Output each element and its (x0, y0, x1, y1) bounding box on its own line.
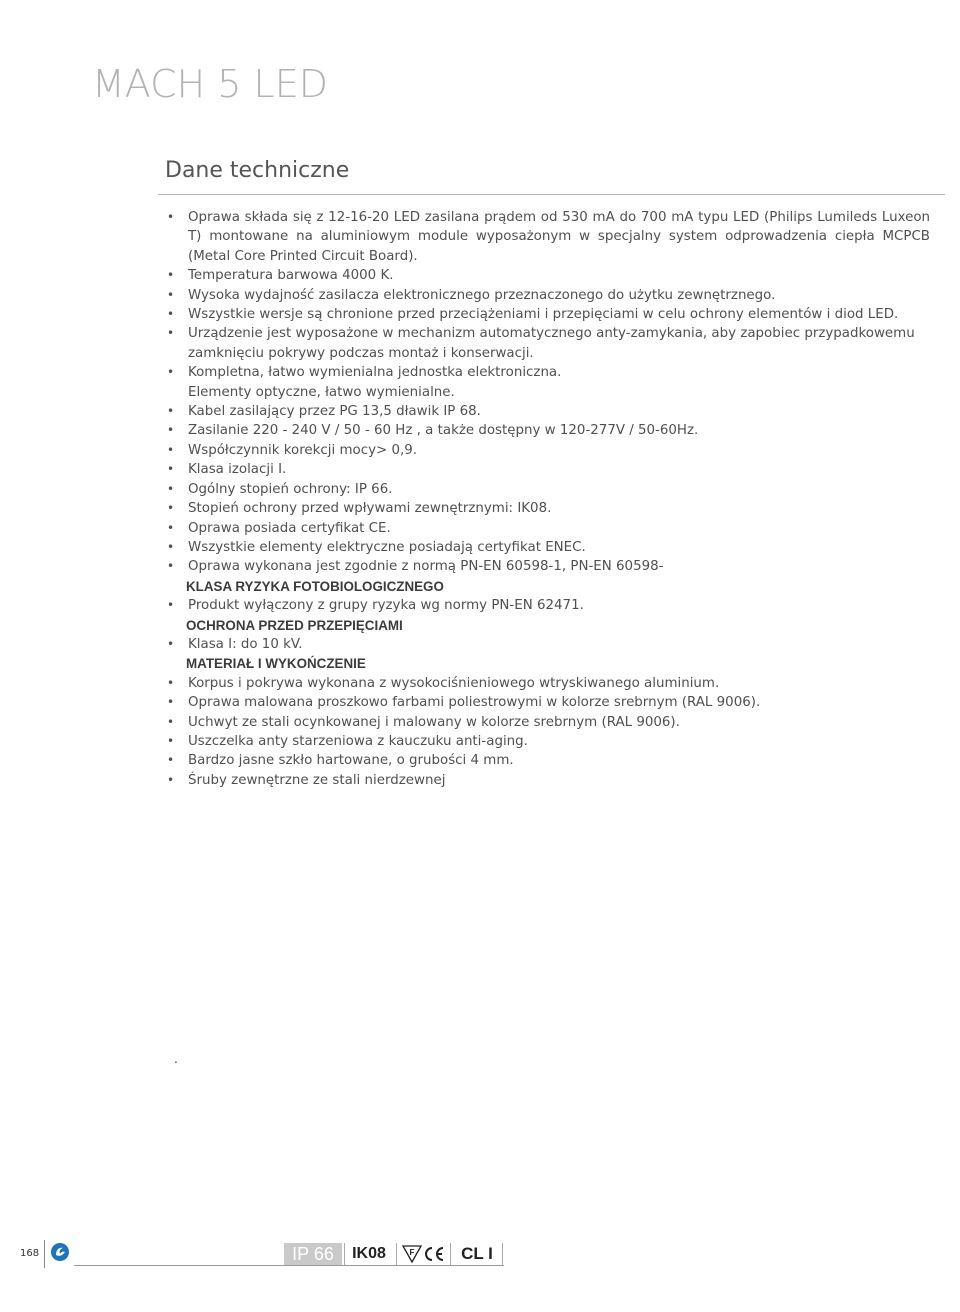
spec-item-text: Kabel zasilający przez PG 13,5 dławik IP 68. (188, 404, 481, 420)
spec-item-text: Kompletna, łatwo wymienialna jednostka elektroniczna. (188, 365, 562, 381)
bullet-icon: • (167, 714, 175, 729)
badge-separator (450, 1243, 451, 1265)
spec-item-text: Bardzo jasne szkło hartowane, o grubości 4 mm. (188, 753, 514, 769)
spec-item-text: Korpus i pokrywa wykonana z wysokociśnieniowego wtryskiwanego aluminium. (188, 675, 720, 691)
bullet-icon: • (167, 501, 175, 516)
spec-item-text: Klasa I: do 10 kV. (188, 636, 303, 652)
bullet-icon: • (167, 481, 175, 496)
bullet-icon: • (167, 598, 175, 613)
spec-item (167, 441, 930, 460)
spec-item (167, 693, 930, 712)
spec-item-text: Śruby zewnętrzne ze stali nierdzewnej (188, 772, 446, 788)
footer-divider (44, 1240, 45, 1268)
bullet-icon: • (167, 287, 175, 302)
spec-item (167, 751, 930, 770)
bullet-icon: • (167, 753, 175, 768)
section-heading: Dane techniczne (165, 158, 350, 183)
stray-dot: . (174, 1052, 178, 1066)
spec-item (167, 208, 930, 266)
spec-item (167, 266, 930, 285)
bullet-icon: • (167, 636, 175, 651)
surge-protection-heading: OCHRONA PRZED PRZEPIĘCIAMI (186, 617, 403, 633)
spec-item-text: Oprawa posiada certyfikat CE. (188, 520, 391, 536)
class-badge: CL I (461, 1244, 493, 1263)
spec-item-text: Oprawa składa się z 12-16-20 LED zasilana prądem od 530 mA do 700 mA typu LED (Philips Lumileds Luxeon T) montowane na aluminiowym module wyposażonym w specjalny system odprowadzenia ciepła MCPCB (Metal Core Printed Circuit Board). (188, 210, 930, 264)
spec-item (167, 557, 930, 576)
bullet-icon: • (167, 559, 175, 574)
badge-separator (502, 1243, 503, 1265)
spec-item-text: Wszystkie elementy elektryczne posiadają certyfikat ENEC. (188, 539, 586, 555)
spec-item-text: Uszczelka anty starzeniowa z kauczuku anti-aging. (188, 733, 528, 749)
ip-rating-badge: IP 66 (284, 1243, 342, 1265)
spec-item (167, 713, 930, 732)
svg-text:F: F (409, 1248, 415, 1257)
photobiological-heading: KLASA RYZYKA FOTOBIOLOGICZNEGO (186, 578, 444, 594)
page-number: 168 (20, 1248, 40, 1259)
spec-item-text: Zasilanie 220 - 240 V / 50 - 60 Hz , a także dostępny w 120-277V / 50-60Hz. (188, 423, 699, 439)
heading-divider (158, 194, 945, 195)
spec-list (167, 208, 930, 790)
spec-item (167, 519, 930, 538)
spec-item-text: Wysoka wydajność zasilacza elektronicznego przeznaczonego do użytku zewnętrznego. (188, 287, 776, 303)
spec-item (167, 324, 930, 363)
bullet-icon: • (167, 404, 175, 419)
bullet-icon: • (167, 326, 175, 341)
material-heading: MATERIAŁ I WYKOŃCZENIE (186, 656, 366, 672)
spec-item (167, 286, 930, 305)
spec-item (167, 596, 930, 615)
spec-item-text: Ogólny stopień ochrony: IP 66. (188, 481, 393, 497)
spec-item (167, 732, 930, 751)
spec-item (167, 460, 930, 479)
badge-separator (396, 1243, 397, 1265)
bullet-icon: • (167, 462, 175, 477)
spec-item (167, 421, 930, 440)
brand-logo-icon (50, 1242, 70, 1262)
footer (0, 1234, 960, 1274)
spec-item-text: Produkt wyłączony z grupy ryzyka wg normy PN-EN 62471. (188, 598, 584, 614)
spec-item-text: Klasa izolacji I. (188, 462, 287, 478)
spec-item-text: Oprawa malowana proszkowo farbami poliestrowymi w kolorze srebrnym (RAL 9006). (188, 695, 761, 711)
spec-item (167, 635, 930, 654)
ik-rating-badge: IK08 (352, 1245, 386, 1262)
spec-item (167, 499, 930, 518)
spec-item (167, 402, 930, 421)
f-ce-marks-icon (398, 1243, 448, 1265)
bullet-icon: • (167, 442, 175, 457)
bullet-icon: • (167, 695, 175, 710)
bullet-icon: • (167, 268, 175, 283)
spec-item-text: Urządzenie jest wyposażone w mechanizm automatycznego anty-zamykania, aby zapobiec przypadkowemu zamknięciu pokrywy podczas montaż i konserwacji. (188, 326, 915, 361)
spec-item-text: Oprawa wykonana jest zgodnie z normą PN-EN 60598-1, PN-EN 60598- (188, 559, 664, 575)
spec-item-text: Stopień ochrony przed wpływami zewnętrznymi: IK08. (188, 501, 552, 517)
bullet-icon: • (167, 520, 175, 535)
bullet-icon: • (167, 210, 175, 224)
spec-item (167, 480, 930, 499)
bullet-icon: • (167, 423, 175, 438)
spec-item-text: Temperatura barwowa 4000 K. (188, 268, 394, 284)
spec-item-text: Uchwyt ze stali ocynkowanej i malowany w kolorze srebrnym (RAL 9006). (188, 714, 680, 730)
spec-item-text: Współczynnik korekcji mocy> 0,9. (188, 442, 418, 458)
spec-item-text: Wszystkie wersje są chronione przed przeciążeniami i przepięciami w celu ochrony elementów i diod LED. (188, 307, 899, 323)
f-ce-marks-svg (401, 1244, 445, 1264)
badge-separator (344, 1243, 345, 1265)
spec-item (167, 305, 930, 324)
spec-item (167, 771, 930, 790)
bullet-icon: • (167, 307, 175, 322)
spec-item (167, 363, 930, 382)
bullet-icon: • (167, 733, 175, 748)
spec-item (167, 674, 930, 693)
spec-item (167, 538, 930, 557)
footer-rule (74, 1265, 504, 1266)
bullet-icon: • (167, 772, 175, 787)
bullet-icon: • (167, 675, 175, 690)
page-title: MACH 5 LED (92, 62, 328, 106)
bullet-icon: • (167, 539, 175, 554)
spec-continuation: Elementy optyczne, łatwo wymienialne. (188, 384, 455, 400)
bullet-icon: • (167, 365, 175, 380)
